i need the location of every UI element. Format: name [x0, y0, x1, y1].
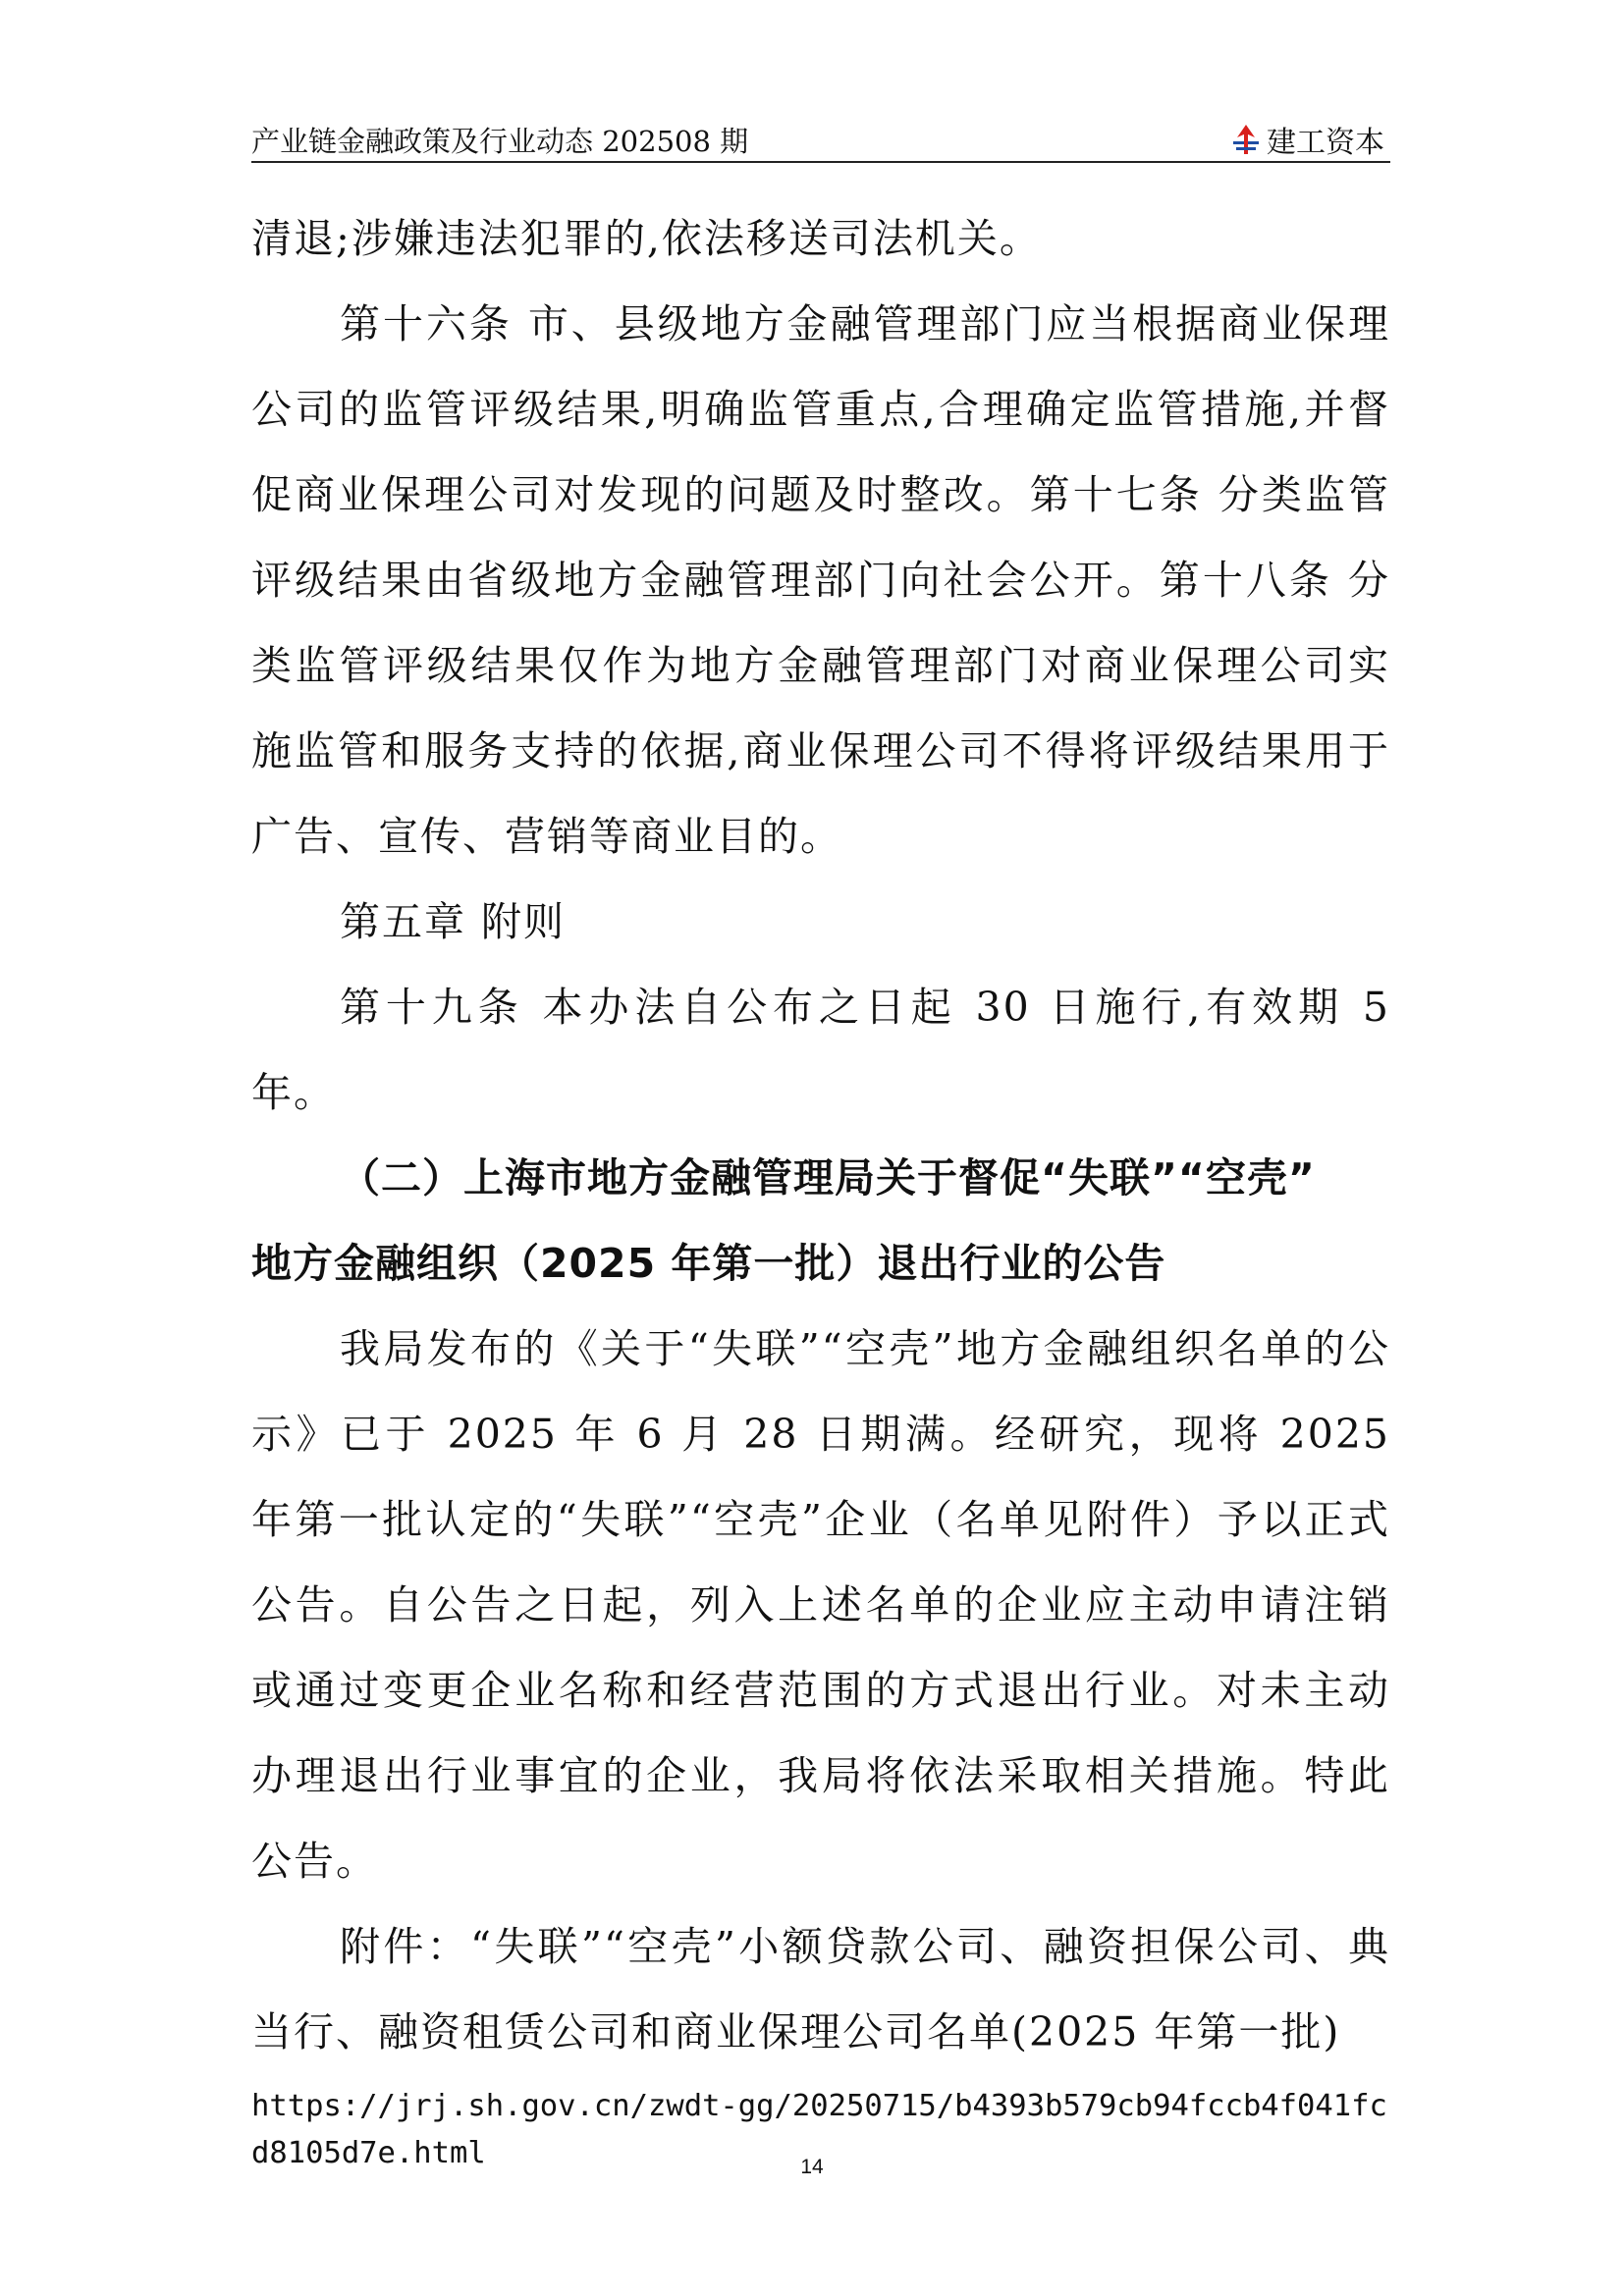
header-brand	[1231, 118, 1384, 161]
paragraph-continued: 清退;涉嫌违法犯罪的,依法移送司法机关。	[251, 215, 1042, 262]
section-heading-line-1: （二）上海市地方金融管理局关于督促“失联”“空壳”	[340, 1154, 1316, 1201]
document-body	[251, 196, 1390, 2177]
paragraph-article-19: 第十九条 本办法自公布之日起 30 日施行,有效期 5 年。	[251, 984, 1390, 1116]
page-number: 14	[800, 2156, 824, 2178]
source-url: https://jrj.sh.gov.cn/zwdt-gg/20250715/b4393b579cb94fccb4f041fcd8105d7e.html	[251, 2089, 1387, 2170]
header-title: 产业链金融政策及行业动态 202508 期	[251, 125, 749, 158]
section-heading-line-2: 地方金融组织（2025 年第一批）退出行业的公告	[251, 1240, 1166, 1287]
chapter-heading: 第五章 附则	[340, 898, 567, 945]
page-header	[251, 116, 1390, 163]
paragraph-attachment: 附件：“失联”“空壳”小额贷款公司、融资担保公司、典当行、融资租赁公司和商业保理公司名单(2025 年第一批)	[251, 1923, 1390, 2056]
brand-name: 建工资本	[1267, 126, 1384, 160]
paragraph-article-16-18: 第十六条 市、县级地方金融管理部门应当根据商业保理公司的监管评级结果,明确监管重点,合理确定监管措施,并督促商业保理公司对发现的问题及时整改。第十七条 分类监管评级结果由省级地方金融管理部门向社会公开。第十八条 分类监管评级结果仅作为地方金融管理部门对商业保理公司实施监管和服务支持的依据,商业保理公司不得将评级结果用于广告、宣传、营销等商业目的。	[251, 300, 1390, 860]
paragraph-announcement: 我局发布的《关于“失联”“空壳”地方金融组织名单的公示》已于 2025 年 6 月 28 日期满。经研究，现将 2025 年第一批认定的“失联”“空壳”企业（名单见附件）予以正式公告。自公告之日起，列入上述名单的企业应主动申请注销或通过变更企业名称和经营范围的方式退出行业。对未主动办理退出行业事宜的企业，我局将依法采取相关措施。特此公告。	[251, 1325, 1390, 1885]
jiangong-logo-icon	[1231, 124, 1261, 155]
